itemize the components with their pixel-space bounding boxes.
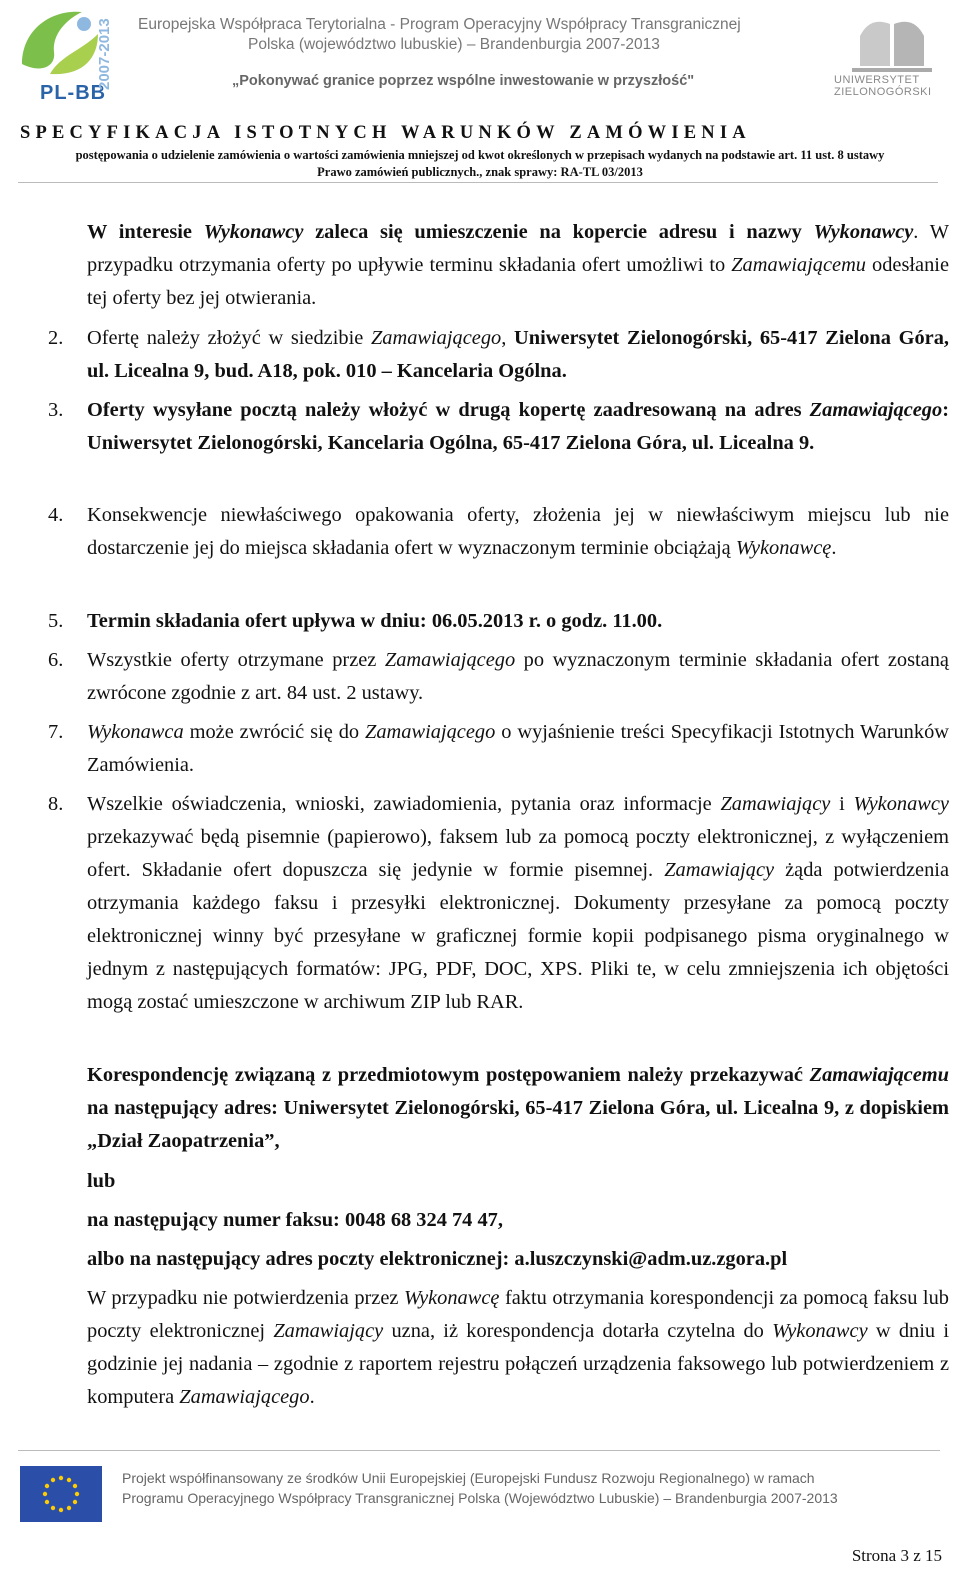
paragraph-or: lub <box>87 1170 116 1192</box>
spec-title: SPECYFIKACJA ISTOTNYCH WARUNKÓW ZAMÓWIENIA <box>20 123 751 143</box>
header-divider <box>18 182 938 183</box>
spec-subtitle-1: postępowania o udzielenie zamówienia o wartości zamówienia mniejszej od kwot określonych w przepisach wydanych na podstawie art. 11 ust. 8 ustawy <box>75 148 885 162</box>
paragraph-item-2: Ofertę należy złożyć w siedzibie Zamawiającego, Uniwersytet Zielonogórski, 65-417 Zielona Góra, ul. Licealna 9, bud. A18, pok. 010 – Kancelaria Ogólna. <box>87 327 950 382</box>
item-number: 3. <box>48 399 64 421</box>
item-number: 8. <box>48 793 64 815</box>
page-number: Strona 3 z 15 <box>851 1546 942 1565</box>
paragraph-correspondence: Korespondencję związaną z przedmiotowym postępowaniem należy przekazywać Zamawiającemu na następujący adres: Uniwersytet Zielonogórski, 65-417 Zielona Góra, ul. Licealna 9, z dopiskiem „Dział Zaopatrzenia”, <box>87 1064 949 1152</box>
item-number: 2. <box>48 327 64 349</box>
paragraph-confirmation: W przypadku nie potwierdzenia przez Wykonawcę faktu otrzymania korespondencji za pomocą faksu lub poczty elektronicznej Zamawiający uzna, iż korespondencja dotarła czytelna do Wykonawcy w dniu i godzinie jej nadania – zgodnie z raportem rejestru połączeń urządzenia faksowego lub potwierdzeniem z komputera Zamawiającego. <box>87 1287 950 1408</box>
item-number: 7. <box>48 721 64 743</box>
program-slogan: „Pokonywać granice poprzez wspólne inwestowanie w przyszłość" <box>232 73 695 89</box>
paragraph-item-4: Konsekwencje niewłaściwego opakowania oferty, złożenia jej w niewłaściwym miejscu lub nie dostarczenie jej do miejsca składania ofert w wyznaczonym terminie obciążają Wykonawcę. <box>87 504 949 559</box>
item-number: 4. <box>48 504 64 526</box>
logo-text: PL-BB <box>40 82 107 104</box>
spec-subtitle-2: Prawo zamówień publicznych., znak sprawy: RA-TL 03/2013 <box>317 165 643 179</box>
document-header <box>0 0 960 112</box>
footer-divider <box>18 1450 940 1451</box>
program-line-2: Polska (województwo lubuskie) – Brandenburgia 2007-2013 <box>248 36 660 53</box>
paragraph-email: albo na następujący adres poczty elektronicznej: a.luszczynski@adm.uz.zgora.pl <box>87 1248 788 1270</box>
paragraph-item-7: Wykonawca może zwrócić się do Zamawiającego o wyjaśnienie treści Specyfikacji Istotnych Warunków Zamówienia. <box>87 721 949 776</box>
paragraph-fax: na następujący numer faksu: 0048 68 324 74 47, <box>87 1209 503 1231</box>
paragraph-item-6: Wszystkie oferty otrzymane przez Zamawiającego po wyznaczonym terminie składania ofert zostaną zwrócone zgodnie z art. 84 ust. 2 ustawy. <box>87 649 949 704</box>
university-logo-text: UNIWERSYTET ZIELONOGÓRSKI <box>834 74 932 98</box>
footer-line-1: Projekt współfinansowany ze środków Unii Europejskiej (Europejski Fundusz Rozwoju Regionalnego) w ramach <box>122 1470 815 1486</box>
paragraph-envelope: W interesie Wykonawcy zaleca się umieszczenie na kopercie adresu i nazwy Wykonawcy. W przypadku otrzymania oferty po upływie terminu składania ofert umożliwi to Zamawiającemu odesłanie tej oferty bez jej otwierania. <box>87 221 950 309</box>
program-line-1: Europejska Współpraca Terytorialna - Program Operacyjny Współpracy Transgranicznej <box>138 16 741 33</box>
item-number: 6. <box>48 649 64 671</box>
logo-years: 2007-2013 <box>96 18 113 90</box>
paragraph-item-3: Oferty wysyłane pocztą należy włożyć w drugą kopertę zaadresowaną na adres Zamawiającego: Uniwersytet Zielonogórski, Kancelaria Ogólna, 65-417 Zielona Góra, ul. Licealna 9. <box>87 399 949 454</box>
eu-flag-icon <box>20 1466 102 1522</box>
paragraph-item-8: Wszelkie oświadczenia, wnioski, zawiadomienia, pytania oraz informacje Zamawiający i Wykonawcy przekazywać będą pisemnie (papierowo), faksem lub za pomocą poczty elektronicznej, z wyłączeniem ofert. Składanie ofert dopuszcza się jedynie w formie pisemnej. Zamawiający żąda potwierdzenia otrzymania każdego faksu i przesyłki elektronicznej. Dokumenty przesyłane za pomocą poczty elektronicznej winny być przesyłane w graficznej formie kopii podpisanego pisma oryginalnego w jednym z następujących formatów: JPG, PDF, DOC, XPS. Pliki te, w celu zmniejszenia ich objętości mogą zostać umieszczone w archiwum ZIP lub RAR. <box>87 793 949 1013</box>
footer-line-2: Programu Operacyjnego Współpracy Transgranicznej Polska (Województwo Lubuskie) – Brandenburgia 2007-2013 <box>122 1490 838 1506</box>
paragraph-item-5: Termin składania ofert upływa w dniu: 06.05.2013 r. o godz. 11.00. <box>87 610 663 632</box>
item-number: 5. <box>48 610 64 632</box>
